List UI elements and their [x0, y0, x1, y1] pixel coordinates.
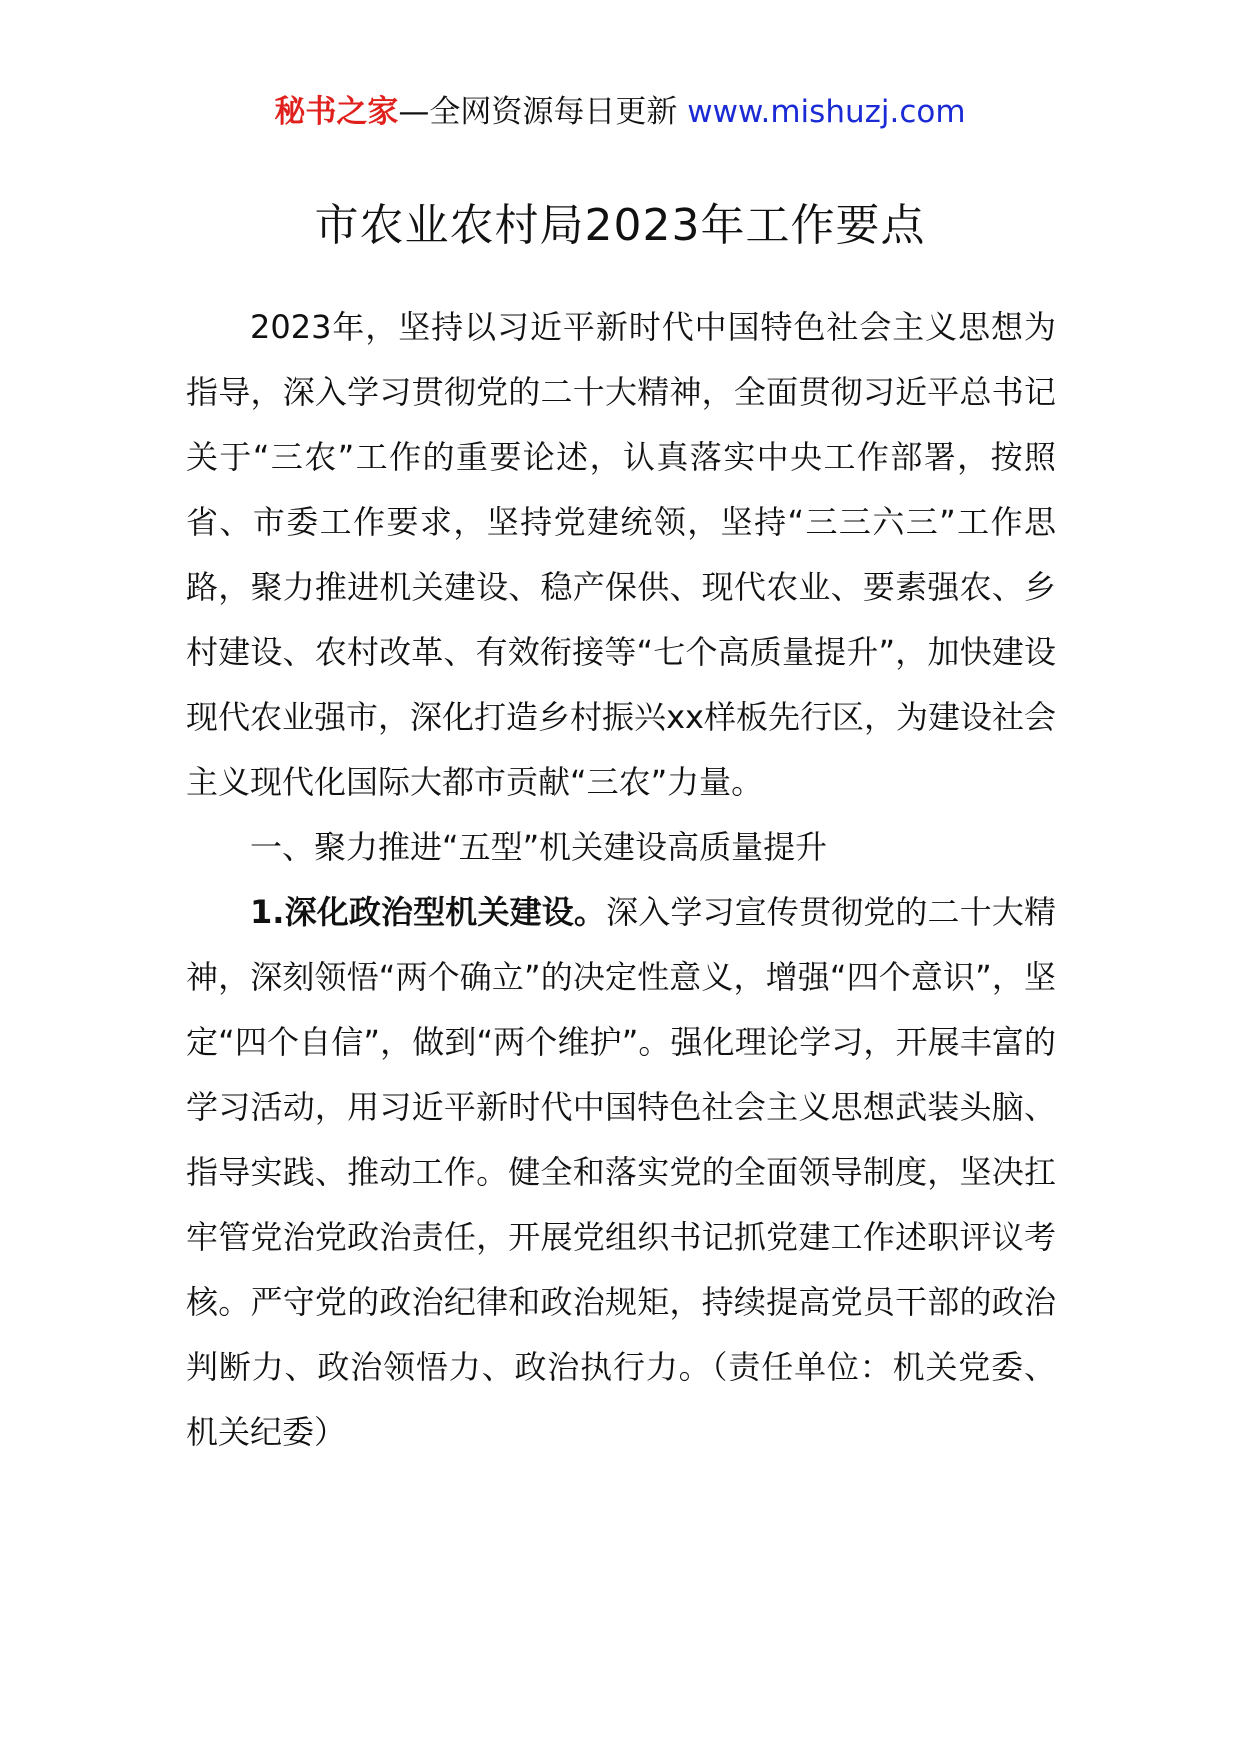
document-body — [186, 295, 1056, 1465]
item-body: 深入学习宣传贯彻党的二十大精神，深刻领悟“两个确立”的决定性意义，增强“四个意识”，坚定“四个自信”，做到“两个维护”。强化理论学习，开展丰富的学习活动，用习近平新时代中国特色社会主义思想武装头脑、指导实践、推动工作。健全和落实党的全面领导制度，坚决扛牢管党治党政治责任，开展党组织书记抓党建工作述职评议考核。严守党的政治纪律和政治规矩，持续提高党员干部的政治判断力、政治领悟力、政治执行力。（责任单位：机关党委、机关纪委） — [186, 893, 1056, 1451]
item-heading: 1.深化政治型机关建设。 — [250, 893, 607, 931]
site-header — [0, 92, 1240, 132]
intro-paragraph: 2023年，坚持以习近平新时代中国特色社会主义思想为指导，深入学习贯彻党的二十大精神，全面贯彻习近平总书记关于“三农”工作的重要论述，认真落实中央工作部署，按照省、市委工作要求，坚持党建统领，坚持“三三六三”工作思路，聚力推进机关建设、稳产保供、现代农业、要素强农、乡村建设、农村改革、有效衔接等“七个高质量提升”，加快建设现代农业强市，深化打造乡村振兴xx样板先行区，为建设社会主义现代化国际大都市贡献“三农”力量。 — [186, 308, 1056, 801]
site-url-link[interactable]: www.mishuzj.com — [687, 94, 966, 130]
document-title: 市农业农村局2023年工作要点 — [314, 200, 926, 251]
header-tagline: —全网资源每日更新 — [398, 94, 678, 130]
section-heading: 一、聚力推进“五型”机关建设高质量提升 — [250, 828, 828, 866]
item-paragraph — [186, 880, 1056, 1465]
brand-name: 秘书之家 — [274, 94, 399, 130]
